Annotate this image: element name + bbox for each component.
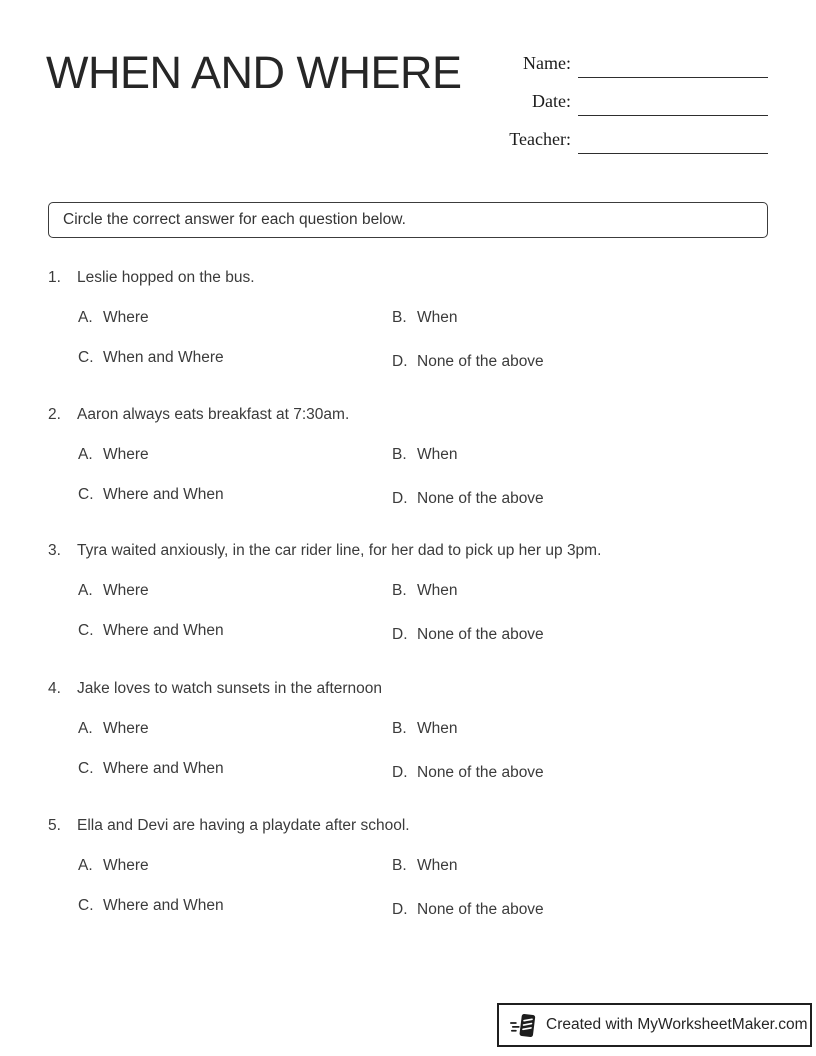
- option-d: [392, 489, 768, 509]
- instruction-box: [48, 202, 768, 238]
- option-b: [392, 856, 768, 876]
- option-label: Where: [103, 309, 149, 326]
- footer-credit-text: Created with MyWorksheetMaker.com: [546, 1016, 808, 1033]
- option-b: [392, 719, 768, 739]
- name-label: Name:: [523, 53, 571, 73]
- option-c: [48, 348, 392, 372]
- question-number: 2.: [48, 406, 61, 423]
- question-5: [48, 816, 768, 920]
- question-number: 5.: [48, 817, 61, 834]
- options-grid: [48, 719, 768, 783]
- option-label: Where: [103, 720, 149, 737]
- option-label: None of the above: [417, 490, 544, 507]
- option-letter: A.: [78, 857, 93, 874]
- question-text: Aaron always eats breakfast at 7:30am.: [77, 406, 350, 423]
- option-c: [48, 759, 392, 783]
- option-letter: C.: [78, 897, 94, 914]
- option-label: Where: [103, 582, 149, 599]
- question-number: 4.: [48, 680, 61, 697]
- options-grid: [48, 308, 768, 372]
- option-a: [48, 856, 392, 876]
- options-grid: [48, 445, 768, 509]
- question-number: 3.: [48, 542, 61, 559]
- option-label: When: [417, 720, 458, 737]
- option-b: [392, 445, 768, 465]
- option-d: [392, 352, 768, 372]
- option-letter: D.: [392, 490, 408, 507]
- option-letter: D.: [392, 764, 408, 781]
- question-text: Tyra waited anxiously, in the car rider line, for her dad to pick up her up 3pm.: [77, 542, 602, 559]
- instruction-text: Circle the correct answer for each question below.: [63, 211, 406, 228]
- question-3: [48, 541, 768, 645]
- question-4: [48, 679, 768, 783]
- teacher-write-line: [578, 126, 768, 154]
- option-d: [392, 900, 768, 920]
- question-text-row: [48, 816, 768, 836]
- teacher-field: [500, 126, 768, 164]
- option-label: When: [417, 582, 458, 599]
- question-text-row: [48, 541, 768, 561]
- option-label: Where: [103, 446, 149, 463]
- question-text: Jake loves to watch sunsets in the afternoon: [77, 680, 383, 697]
- question-number: 1.: [48, 269, 61, 286]
- option-d: [392, 763, 768, 783]
- option-letter: C.: [78, 486, 94, 503]
- options-grid: [48, 856, 768, 920]
- option-label: Where and When: [103, 622, 224, 639]
- option-label: When: [417, 857, 458, 874]
- option-c: [48, 621, 392, 645]
- question-text-row: [48, 679, 768, 699]
- date-label: Date:: [532, 91, 571, 111]
- question-2: [48, 405, 768, 509]
- option-label: Where and When: [103, 897, 224, 914]
- option-b: [392, 581, 768, 601]
- option-letter: B.: [392, 582, 407, 599]
- date-field: [500, 88, 768, 126]
- name-write-line: [578, 50, 768, 78]
- option-letter: D.: [392, 626, 408, 643]
- option-label: Where: [103, 857, 149, 874]
- option-d: [392, 625, 768, 645]
- header-fields: [500, 50, 768, 164]
- teacher-label: Teacher:: [509, 129, 571, 149]
- option-letter: C.: [78, 622, 94, 639]
- option-letter: A.: [78, 720, 93, 737]
- option-letter: A.: [78, 582, 93, 599]
- date-write-line: [578, 88, 768, 116]
- question-text-row: [48, 405, 768, 425]
- worksheet-maker-logo-icon: [510, 1011, 537, 1040]
- page-title: WHEN AND WHERE: [46, 47, 462, 98]
- option-c: [48, 485, 392, 509]
- option-label: When: [417, 446, 458, 463]
- option-letter: A.: [78, 446, 93, 463]
- option-letter: D.: [392, 353, 408, 370]
- name-field: [500, 50, 768, 88]
- option-label: None of the above: [417, 353, 544, 370]
- option-label: When and Where: [103, 349, 224, 366]
- footer-credit-box: [497, 1003, 812, 1047]
- option-a: [48, 719, 392, 739]
- option-letter: D.: [392, 901, 408, 918]
- option-a: [48, 581, 392, 601]
- options-grid: [48, 581, 768, 645]
- option-label: Where and When: [103, 760, 224, 777]
- option-a: [48, 308, 392, 328]
- option-letter: B.: [392, 720, 407, 737]
- option-label: Where and When: [103, 486, 224, 503]
- option-letter: B.: [392, 309, 407, 326]
- question-1: [48, 268, 768, 372]
- option-a: [48, 445, 392, 465]
- option-c: [48, 896, 392, 920]
- question-text: Ella and Devi are having a playdate after school.: [77, 817, 410, 834]
- option-b: [392, 308, 768, 328]
- question-text-row: [48, 268, 768, 288]
- option-letter: C.: [78, 760, 94, 777]
- option-label: None of the above: [417, 901, 544, 918]
- option-letter: B.: [392, 857, 407, 874]
- question-text: Leslie hopped on the bus.: [77, 269, 255, 286]
- option-label: None of the above: [417, 626, 544, 643]
- option-letter: B.: [392, 446, 407, 463]
- option-label: When: [417, 309, 458, 326]
- option-letter: A.: [78, 309, 93, 326]
- option-letter: C.: [78, 349, 94, 366]
- option-label: None of the above: [417, 764, 544, 781]
